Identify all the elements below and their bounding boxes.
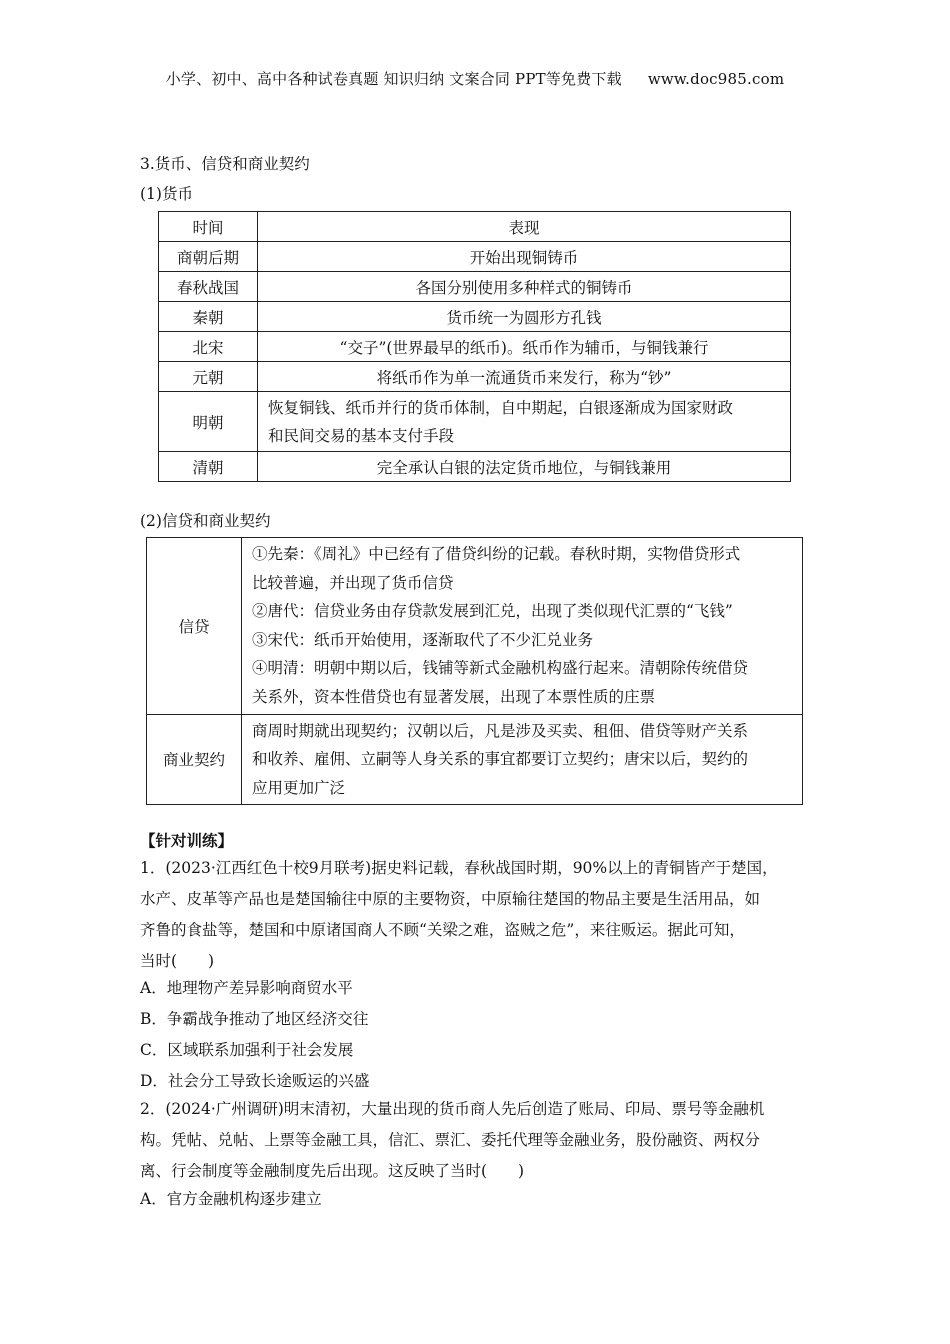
- row-time: 清朝: [159, 452, 258, 482]
- header-time: 时间: [159, 212, 258, 242]
- contract-content: [242, 714, 803, 805]
- row-desc: 开始出现铜铸币: [258, 242, 791, 272]
- row-time: 秦朝: [159, 302, 258, 332]
- credit-line: ④明清：明朝中期以后，钱铺等新式金融机构盛行起来。清朝除传统借贷: [252, 659, 749, 678]
- header-text: 小学、初中、高中各种试卷真题 知识归纳 文案合同 PPT等免费下载: [165, 70, 622, 88]
- row-desc: “交子”(世界最早的纸币)。纸币作为辅币，与铜钱兼行: [258, 332, 791, 362]
- subsection-credit: (2)信贷和商业契约: [140, 512, 271, 530]
- table-row: [159, 362, 791, 392]
- contract-line: 商周时期就出现契约；汉朝以后，凡是涉及买卖、租佃、借贷等财产关系: [252, 721, 749, 740]
- subsection-currency: (1)货币: [140, 185, 193, 203]
- header-desc: 表现: [258, 212, 791, 242]
- credit-line: ③宋代：纸币开始使用，逐渐取代了不少汇兑业务: [252, 630, 594, 649]
- page-header: [0, 68, 950, 89]
- question-line: 当时( ): [140, 952, 215, 970]
- practice-title: 【针对训练】: [140, 831, 234, 850]
- header-site: www.doc985.com: [647, 70, 785, 88]
- row-time: 元朝: [159, 362, 258, 392]
- question-line: 构。凭帖、兑帖、上票等金融工具，信汇、票汇、委托代理等金融业务，股份融资、两权分: [140, 1131, 761, 1149]
- credit-label: 信贷: [147, 538, 242, 715]
- option-a[interactable]: A．官方金融机构逐步建立: [140, 1190, 322, 1208]
- table-row: [159, 242, 791, 272]
- credit-line: 比较普遍，并出现了货币信贷: [252, 573, 454, 592]
- contract-label: 商业契约: [147, 714, 242, 805]
- row-desc: 货币统一为圆形方孔钱: [258, 302, 791, 332]
- credit-table: [146, 537, 803, 805]
- credit-content: [242, 538, 803, 715]
- row-desc-line: 恢复铜钱、纸币并行的货币体制，自中期起，白银逐渐成为国家财政: [268, 398, 734, 417]
- question-1: [140, 853, 800, 977]
- table-row: [159, 272, 791, 302]
- question-line: 齐鲁的食盐等，楚国和中原诸国商人不顾“关梁之难，盗贼之危”，来往贩运。据此可知，: [140, 921, 745, 939]
- row-desc: 将纸币作为单一流通货币来发行，称为“钞”: [258, 362, 791, 392]
- row-time: 北宋: [159, 332, 258, 362]
- question-line: 水产、皮革等产品也是楚国输往中原的主要物资，中原输往楚国的物品主要是生活用品，如: [140, 890, 761, 908]
- credit-line: 关系外，资本性借贷也有显著发展，出现了本票性质的庄票: [252, 687, 656, 706]
- row-desc: [258, 392, 791, 452]
- option-a[interactable]: A．地理物产差异影响商贸水平: [140, 979, 353, 997]
- table-row: [147, 538, 803, 715]
- table-row: [147, 714, 803, 805]
- row-desc: 各国分别使用多种样式的铜铸币: [258, 272, 791, 302]
- question-2: [140, 1094, 800, 1187]
- option-c[interactable]: C．区域联系加强利于社会发展: [140, 1041, 354, 1059]
- row-desc: 完全承认白银的法定货币地位，与铜钱兼用: [258, 452, 791, 482]
- row-desc-line: 和民间交易的基本支付手段: [268, 426, 455, 445]
- contract-line: 应用更加广泛: [252, 778, 346, 797]
- row-time: 明朝: [159, 392, 258, 452]
- credit-line: ②唐代：信贷业务由存贷款发展到汇兑，出现了类似现代汇票的“飞钱”: [252, 602, 733, 621]
- table-row: [159, 452, 791, 482]
- option-d[interactable]: D．社会分工导致长途贩运的兴盛: [140, 1072, 370, 1090]
- row-time: 商朝后期: [159, 242, 258, 272]
- credit-line: ①先秦：《周礼》中已经有了借贷纠纷的记载。春秋时期，实物借贷形式: [252, 545, 741, 563]
- question-line: 1．(2023·江西红色十校9月联考)据史料记载，春秋战国时期，90%以上的青铜皆产于楚国，: [140, 859, 778, 877]
- table-row: [159, 332, 791, 362]
- question-line: 2．(2024·广州调研)明末清初，大量出现的货币商人先后创造了账局、印局、票号等金融机: [140, 1100, 765, 1118]
- currency-table: [158, 211, 791, 482]
- section-title: 3.货币、信贷和商业契约: [140, 155, 310, 173]
- question-line: 离、行会制度等金融制度先后出现。这反映了当时( ): [140, 1162, 525, 1180]
- row-time: 春秋战国: [159, 272, 258, 302]
- option-b[interactable]: B．争霸战争推动了地区经济交往: [140, 1010, 369, 1028]
- table-header-row: [159, 212, 791, 242]
- table-row: [159, 302, 791, 332]
- contract-line: 和收养、雇佣、立嗣等人身关系的事宜都要订立契约；唐宋以后，契约的: [252, 750, 749, 769]
- table-row: [159, 392, 791, 452]
